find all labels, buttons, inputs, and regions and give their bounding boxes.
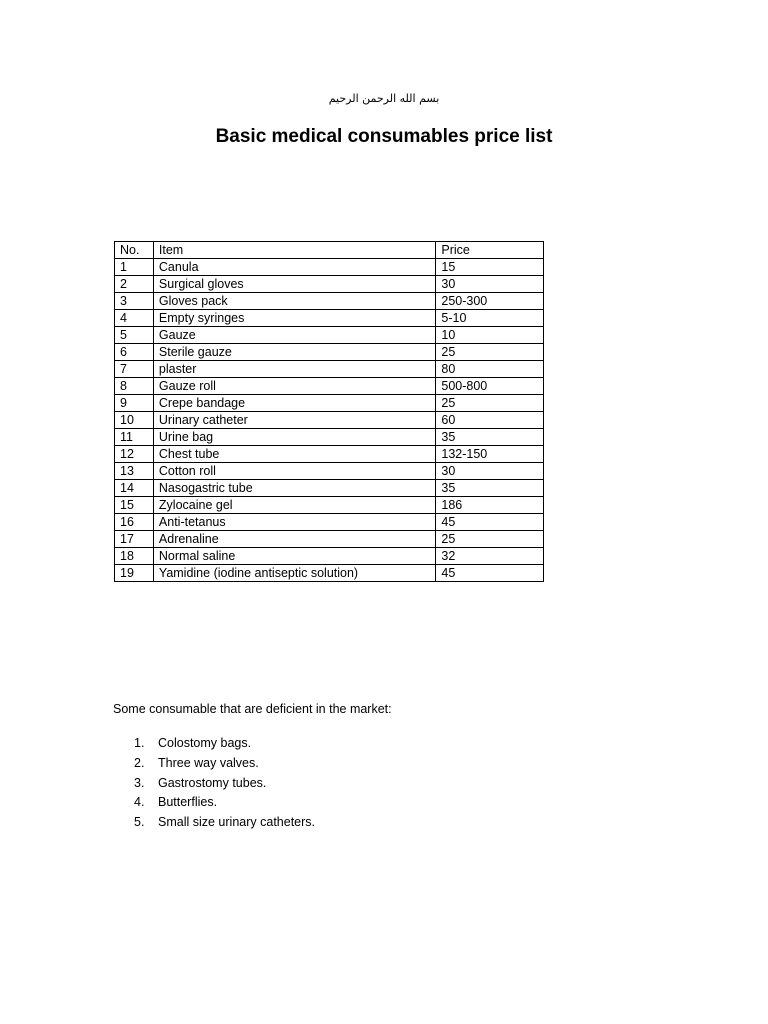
page-title: Basic medical consumables price list	[215, 126, 553, 147]
cell-no: 17	[115, 531, 154, 548]
cell-item: Anti-tetanus	[153, 514, 435, 531]
table-row	[115, 446, 544, 463]
cell-price: 60	[436, 412, 544, 429]
cell-price: 45	[436, 514, 544, 531]
table-row	[115, 548, 544, 565]
list-item-number: 4.	[134, 795, 145, 810]
cell-item: Zylocaine gel	[153, 497, 435, 514]
table-row	[115, 344, 544, 361]
cell-price: 30	[436, 276, 544, 293]
column-header-no: No.	[115, 242, 154, 259]
cell-price: 32	[436, 548, 544, 565]
cell-item: Gloves pack	[153, 293, 435, 310]
cell-price: 5-10	[436, 310, 544, 327]
table-row	[115, 531, 544, 548]
list-item	[113, 793, 315, 813]
cell-price: 250-300	[436, 293, 544, 310]
table-row	[115, 480, 544, 497]
cell-no: 7	[115, 361, 154, 378]
cell-item: Urine bag	[153, 429, 435, 446]
cell-price: 30	[436, 463, 544, 480]
cell-no: 5	[115, 327, 154, 344]
cell-item: Empty syringes	[153, 310, 435, 327]
cell-price: 45	[436, 565, 544, 582]
cell-no: 8	[115, 378, 154, 395]
table-header-row	[115, 242, 544, 259]
cell-price: 500-800	[436, 378, 544, 395]
cell-item: Normal saline	[153, 548, 435, 565]
cell-item: Urinary catheter	[153, 412, 435, 429]
cell-item: Crepe bandage	[153, 395, 435, 412]
cell-no: 2	[115, 276, 154, 293]
cell-item: Sterile gauze	[153, 344, 435, 361]
cell-item: Canula	[153, 259, 435, 276]
list-item-number: 5.	[134, 815, 145, 830]
cell-no: 15	[115, 497, 154, 514]
list-item-text: Gastrostomy tubes.	[158, 775, 267, 790]
table-body	[115, 259, 544, 582]
list-item-text: Butterflies.	[158, 795, 218, 810]
table-row	[115, 395, 544, 412]
cell-no: 14	[115, 480, 154, 497]
list-item-text: Colostomy bags.	[158, 736, 252, 750]
cell-price: 80	[436, 361, 544, 378]
cell-no: 16	[115, 514, 154, 531]
cell-price: 10	[436, 327, 544, 344]
cell-no: 12	[115, 446, 154, 463]
deficient-list	[113, 734, 315, 833]
cell-item: plaster	[153, 361, 435, 378]
column-header-price: Price	[436, 242, 544, 259]
table-row	[115, 276, 544, 293]
cell-price: 15	[436, 259, 544, 276]
cell-item: Gauze	[153, 327, 435, 344]
cell-item: Surgical gloves	[153, 276, 435, 293]
table-row	[115, 497, 544, 514]
cell-price: 25	[436, 344, 544, 361]
table-row	[115, 463, 544, 480]
list-item-text: Small size urinary catheters.	[158, 815, 316, 830]
cell-item: Gauze roll	[153, 378, 435, 395]
list-item-number: 3.	[134, 775, 145, 790]
cell-price: 186	[436, 497, 544, 514]
table-row	[115, 327, 544, 344]
cell-no: 3	[115, 293, 154, 310]
table-row	[115, 378, 544, 395]
list-item	[113, 774, 315, 794]
cell-no: 19	[115, 565, 154, 582]
table-row	[115, 259, 544, 276]
cell-item: Adrenaline	[153, 531, 435, 548]
cell-price: 35	[436, 480, 544, 497]
cell-no: 4	[115, 310, 154, 327]
table-row	[115, 293, 544, 310]
list-item-number: 2.	[134, 755, 145, 770]
cell-no: 18	[115, 548, 154, 565]
cell-price: 25	[436, 395, 544, 412]
cell-item: Nasogastric tube	[153, 480, 435, 497]
table-row	[115, 429, 544, 446]
list-item-number: 1.	[134, 736, 145, 750]
cell-item: Yamidine (iodine antiseptic solution)	[153, 565, 435, 582]
cell-price: 25	[436, 531, 544, 548]
cell-no: 1	[115, 259, 154, 276]
deficient-heading: Some consumable that are deficient in the market:	[113, 702, 392, 716]
cell-no: 11	[115, 429, 154, 446]
cell-no: 13	[115, 463, 154, 480]
table-row	[115, 565, 544, 582]
column-header-item: Item	[153, 242, 435, 259]
list-item	[113, 734, 315, 754]
cell-item: Cotton roll	[153, 463, 435, 480]
list-item-text: Three way valves.	[158, 755, 259, 770]
cell-price: 35	[436, 429, 544, 446]
list-item	[113, 813, 315, 833]
cell-no: 6	[115, 344, 154, 361]
list-item	[113, 754, 315, 774]
cell-item: Chest tube	[153, 446, 435, 463]
cell-no: 10	[115, 412, 154, 429]
table-row	[115, 361, 544, 378]
cell-price: 132-150	[436, 446, 544, 463]
price-table	[114, 241, 544, 582]
table-row	[115, 514, 544, 531]
basmala: بسم الله الرحمن الرحيم	[328, 92, 440, 105]
cell-no: 9	[115, 395, 154, 412]
table-row	[115, 310, 544, 327]
table-row	[115, 412, 544, 429]
